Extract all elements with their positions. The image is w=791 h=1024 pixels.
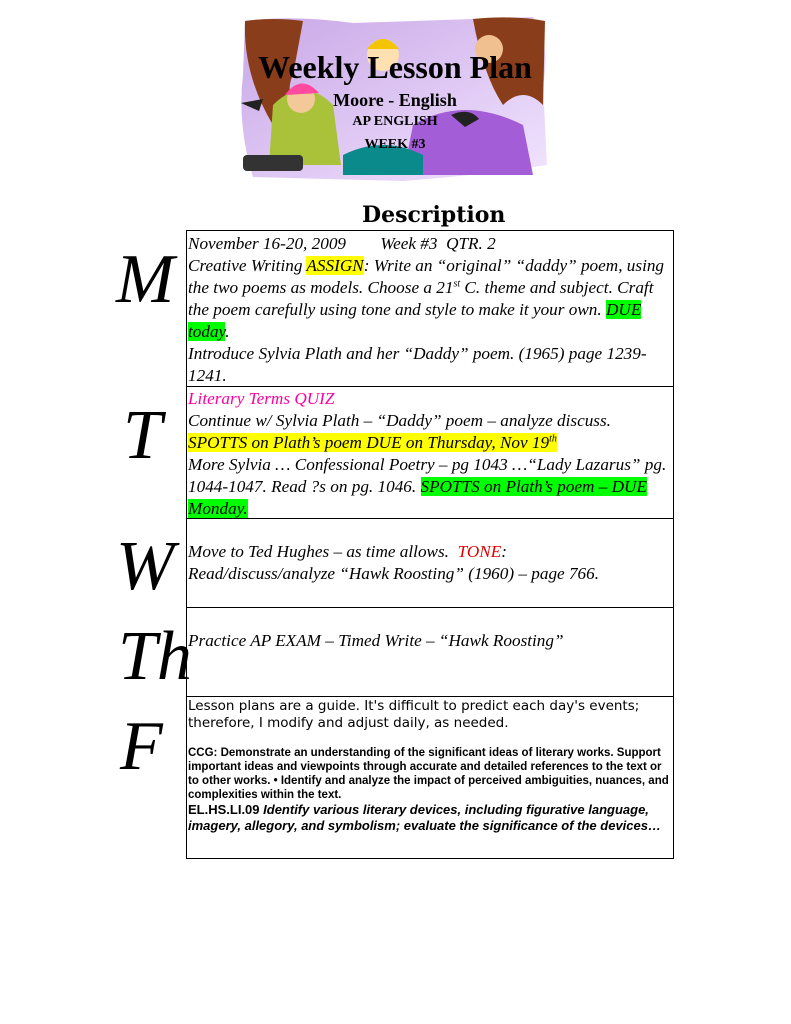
- superscript-st: st: [453, 278, 461, 290]
- banner-title: Weekly Lesson Plan: [258, 49, 532, 85]
- thursday-row: [187, 608, 673, 697]
- el-standard: [188, 802, 673, 834]
- week-number: WEEK #3: [364, 137, 426, 152]
- el-code: EL.HS.LI.09: [188, 802, 264, 817]
- section-heading: Description: [362, 202, 506, 228]
- day-letter-friday: F: [120, 708, 163, 785]
- intro-plath: Introduce Sylvia Plath and her “Daddy” poem. (1965) page 1239-1241.: [188, 344, 647, 385]
- day-letter-tuesday: T: [123, 397, 162, 474]
- friday-row: [187, 697, 673, 858]
- due-today-highlight: DUE today: [188, 300, 642, 341]
- day-letter-wednesday: W: [116, 528, 175, 605]
- spotts-due-highlight: SPOTTS on Plath’s poem DUE on Thursday, Nov 19th: [188, 433, 557, 452]
- cw-post2: C. theme and subject. Craft the poem carefully using tone and style to make it your own.: [188, 278, 654, 319]
- more-sylvia: More Sylvia … Confessional Poetry – pg 1043 …“Lady Lazarus” pg. 1044-1047. Read ?s on pg. 1046. SPOTTS on Plath’s poem – DUE Monday.: [188, 455, 667, 518]
- teacher-name: Moore - English: [333, 90, 457, 110]
- practice-exam-line: Practice AP EXAM – Timed Write – “Hawk Roosting”: [188, 631, 564, 650]
- ted-hughes-line: Move to Ted Hughes – as time allows. TONE:: [188, 542, 507, 561]
- date-line: November 16-20, 2009 Week #3 QTR. 2: [188, 234, 496, 253]
- day-letter-monday: M: [116, 241, 175, 318]
- course-name: AP ENGLISH: [352, 114, 438, 129]
- cw-post: : Write an “original” “daddy” poem, using the two poems as models. Choose a 21: [188, 256, 665, 297]
- assign-highlight: ASSIGN: [306, 256, 364, 275]
- lesson-table: [186, 230, 674, 859]
- ccg-standard: CCG: Demonstrate an understanding of the significant ideas of literary works. Support important ideas and viewpoints through accurate and detailed references to the text or to other works. • Identify and analyze the impact of perceived ambiguities, nuances, and complexities within the text.: [188, 747, 669, 801]
- el-text: Identify various literary devices, including figurative language, imagery, allegory, and symbolism; evaluate the significance of the devices…: [188, 802, 661, 833]
- creative-writing-assignment: [188, 255, 673, 343]
- hawk-roosting-line: Read/discuss/analyze “Hawk Roosting” (1960) – page 766.: [188, 564, 600, 583]
- monday-row: [187, 231, 673, 387]
- spotts-monday-highlight: SPOTTS on Plath’s poem – DUE Monday.: [188, 477, 647, 518]
- wednesday-row: [187, 519, 673, 608]
- cw-pre: Creative Writing: [188, 256, 307, 275]
- tuesday-row: [187, 387, 673, 519]
- lesson-plan-note: Lesson plans are a guide. It's difficult to predict each day's events; therefore, I modify and adjust daily, as needed.: [188, 698, 640, 731]
- period: .: [225, 322, 230, 341]
- day-letter-thursday: Th: [118, 618, 192, 695]
- quiz-line: Literary Terms QUIZ: [188, 389, 335, 408]
- continue-line: Continue w/ Sylvia Plath – “Daddy” poem – analyze discuss.: [188, 411, 611, 430]
- tone-label: TONE: [457, 542, 502, 561]
